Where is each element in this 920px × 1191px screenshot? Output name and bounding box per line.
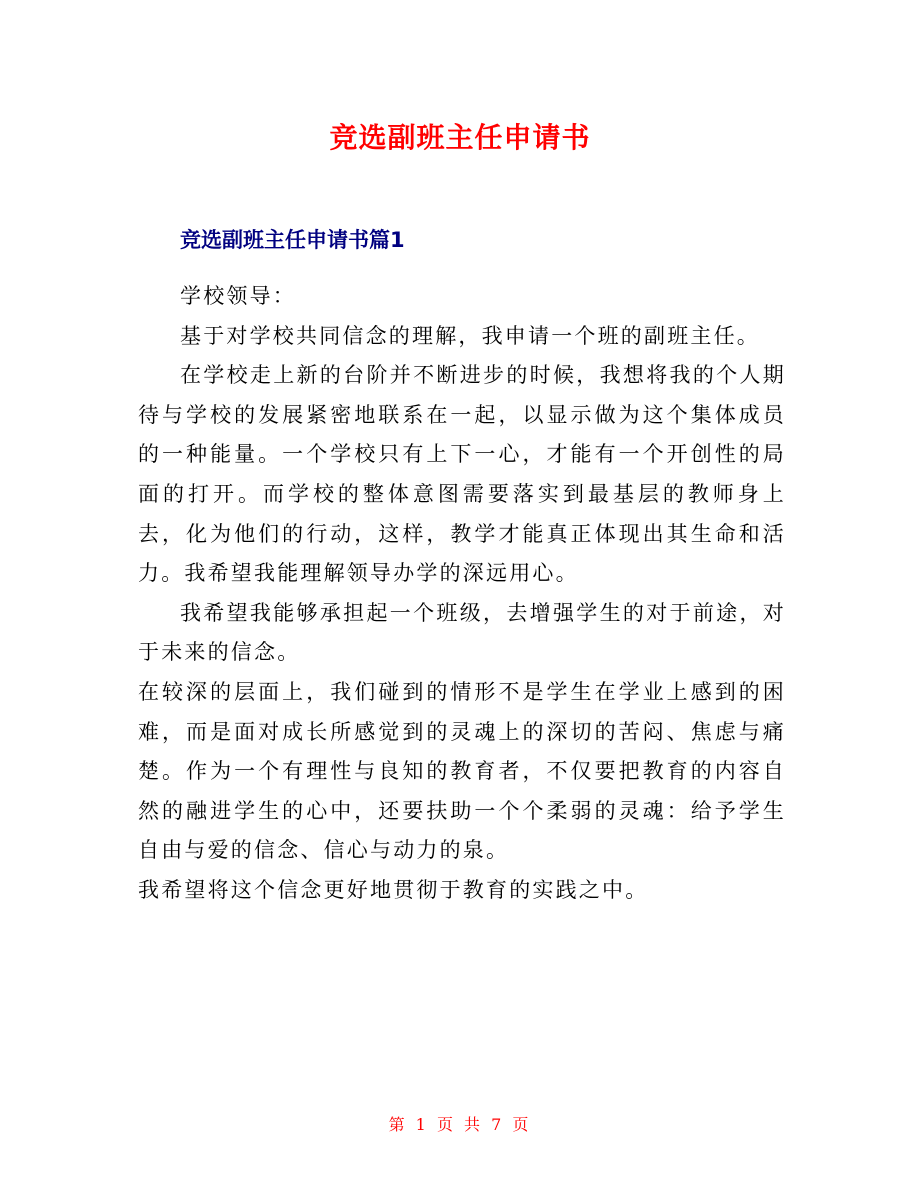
body-paragraph: 在学校走上新的台阶并不断进步的时候，我想将我的个人期待与学校的发展紧密地联系在一起，以显示做为这个集体成员的一种能量。一个学校只有上下一心，才能有一个开创性的局面的打开。而学校的整体意图需要落实到最基层的教师身上去，化为他们的行动，这样，教学才能真正体现出其生命和活力。我希望我能理解领导办学的深远用心。	[138, 363, 786, 586]
body-paragraph: 我希望将这个信念更好地贯彻于教育的实践之中。	[138, 877, 649, 902]
document-title: 竞选副班主任申请书	[329, 121, 591, 154]
section-heading: 竞选副班主任申请书篇1	[180, 228, 405, 252]
body-paragraph: 在较深的层面上，我们碰到的情形不是学生在学业上感到的困难，而是面对成长所感觉到的灵魂上的深切的苦闷、焦虑与痛楚。作为一个有理性与良知的教育者，不仅要把教育的内容自然的融进学生的心中，还要扶助一个个柔弱的灵魂：给予学生自由与爱的信念、信心与动力的泉。	[138, 679, 786, 863]
body-paragraph: 基于对学校共同信念的理解，我申请一个班的副班主任。	[180, 323, 760, 348]
salutation-paragraph: 学校领导：	[180, 284, 296, 308]
document-body	[138, 277, 786, 911]
page-number-footer: 第 1 页 共 7 页	[388, 1115, 532, 1134]
body-paragraph: 我希望我能够承担起一个班级，去增强学生的对于前途，对于未来的信念。	[138, 600, 786, 665]
